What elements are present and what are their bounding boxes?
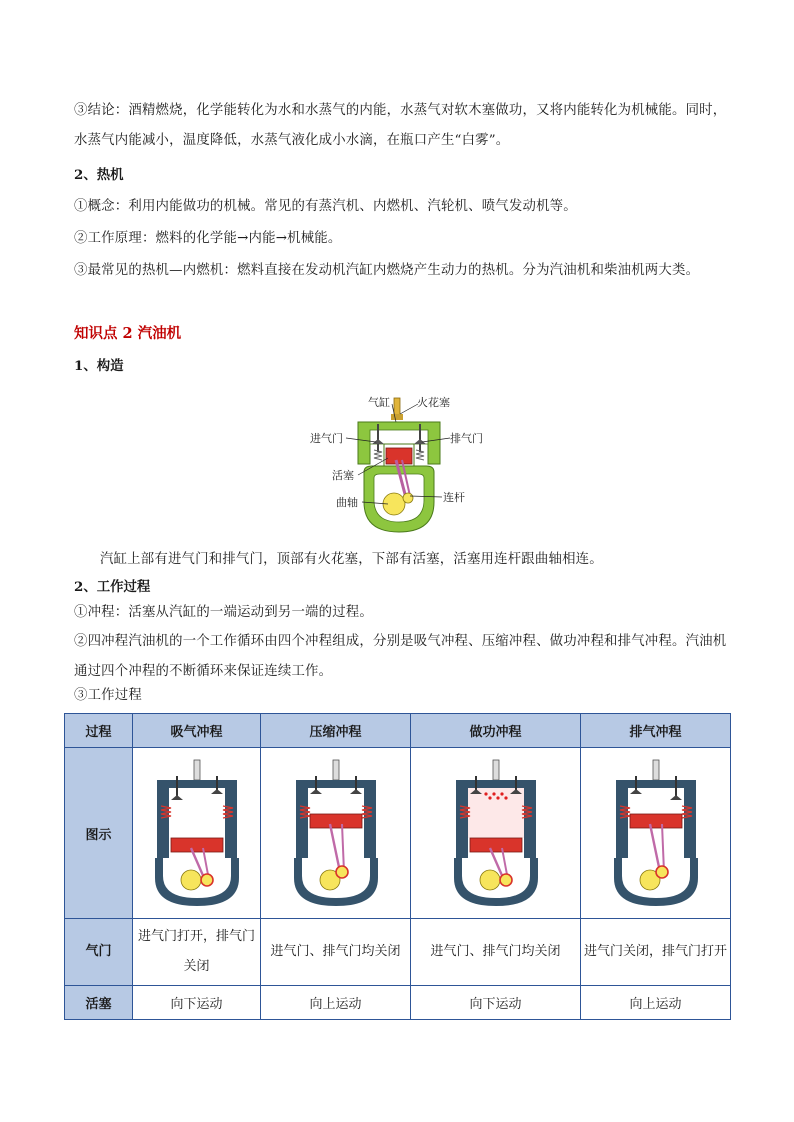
label-spark-plug: 火花塞 [417,396,450,409]
row-head-piston: 活塞 [65,986,133,1020]
piston-exhaust: 向上运动 [581,986,731,1020]
row-head-valve: 气门 [65,919,133,986]
header-power-stroke: 做功冲程 [411,714,581,748]
exhaust-stroke-diagram [581,748,731,919]
header-exhaust-stroke: 排气冲程 [581,714,731,748]
label-intake-valve: 进气门 [310,432,343,445]
label-crankshaft: 曲轴 [336,496,358,509]
heat-engine-concept: ①概念：利用内能做功的机械。常见的有蒸汽机、内燃机、汽轮机、喷气发动机等。 [74,199,577,214]
table-header-row [65,714,731,748]
valve-row [65,919,731,986]
valve-exhaust: 进气门关闭，排气门打开 [581,919,731,986]
label-piston: 活塞 [332,469,354,482]
diagram-row [65,748,731,919]
piston-power: 向下运动 [411,986,581,1020]
header-intake-stroke: 吸气冲程 [133,714,261,748]
process-heading: 2、工作过程 [74,579,151,595]
piston-row [65,986,731,1020]
valve-intake: 进气门打开，排气门关闭 [133,919,261,986]
structure-caption: 汽缸上部有进气门和排气门，顶部有火花塞，下部有活塞，活塞用连杆跟曲轴相连。 [100,552,603,567]
heat-engine-heading: 2、热机 [74,167,124,183]
working-process-label: ③工作过程 [74,688,142,703]
header-compression-stroke: 压缩冲程 [261,714,411,748]
knowledge-point-title: 知识点 2 汽油机 [74,325,182,342]
structure-heading: 1、构造 [74,358,124,374]
row-head-diagram: 图示 [65,748,133,919]
intake-stroke-diagram [133,748,261,919]
header-process: 过程 [65,714,133,748]
valve-compression: 进气门、排气门均关闭 [261,919,411,986]
stroke-process-table [64,713,731,1020]
conclusion-paragraph: ③结论：酒精燃烧，化学能转化为水和水蒸气的内能，水蒸气对软木塞做功，又将内能转化为机械能。同时，水蒸气内能减小，温度降低，水蒸气液化成小水滴，在瓶口产生“白雾”。 [74,103,727,148]
heat-engine-common: ③最常见的热机—内燃机：燃料直接在发动机汽缸内燃烧产生动力的热机。分为汽油机和柴油机两大类。 [74,263,700,278]
label-cylinder: 气缸 [368,396,390,409]
compression-stroke-diagram [261,748,411,919]
power-stroke-diagram [411,748,581,919]
stroke-definition: ①冲程：活塞从汽缸的一端运动到另一端的过程。 [74,605,373,620]
label-connecting-rod: 连杆 [443,491,465,504]
four-stroke-description: ②四冲程汽油机的一个工作循环由四个冲程组成，分别是吸气冲程、压缩冲程、做功冲程和排气冲程。汽油机通过四个冲程的不断循环来保证连续工作。 [74,634,727,679]
piston-intake: 向下运动 [133,986,261,1020]
piston-compression: 向上运动 [261,986,411,1020]
engine-structure-diagram [300,392,500,542]
label-exhaust-valve: 排气门 [450,432,483,445]
heat-engine-principle: ②工作原理：燃料的化学能→内能→机械能。 [74,231,342,246]
valve-power: 进气门、排气门均关闭 [411,919,581,986]
